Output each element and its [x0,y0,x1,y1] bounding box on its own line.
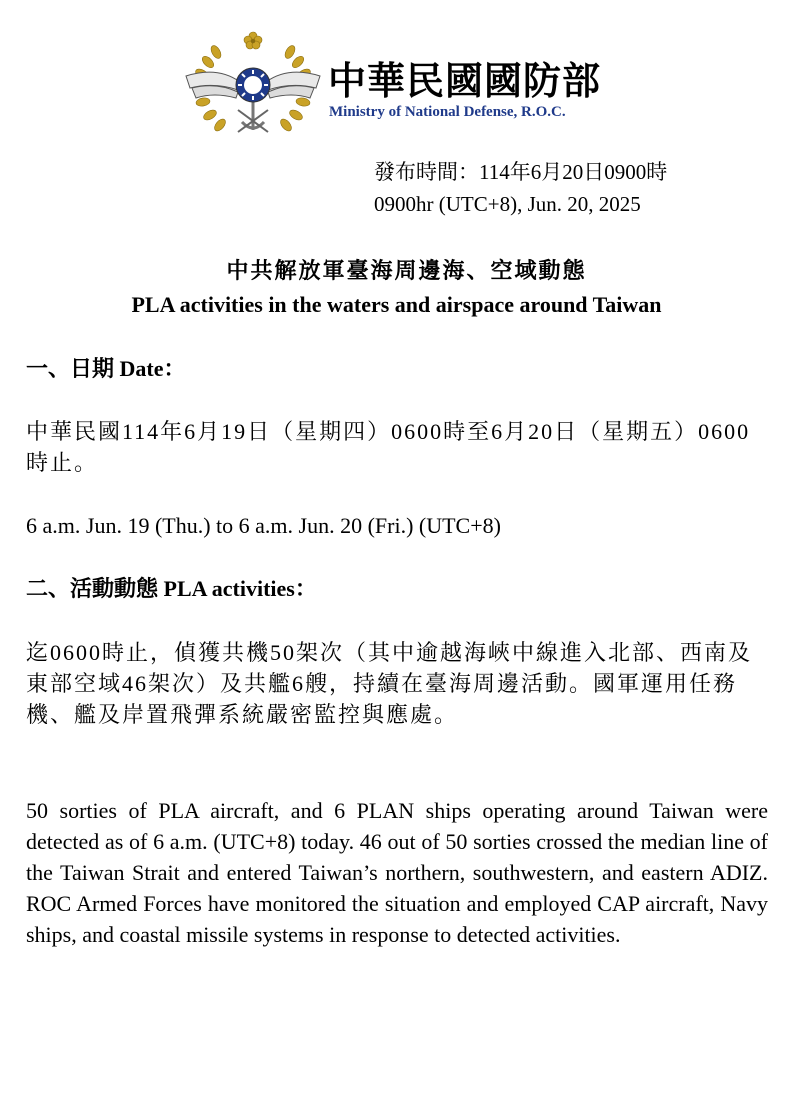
release-time [374,156,667,220]
section-date-heading: 一、日期 Date： [26,356,186,381]
title-zh: 中共解放軍臺海周邊海、空域動態 [226,258,587,283]
letterhead [178,30,638,140]
page-title [0,254,793,322]
release-time-en: 0900hr (UTC+8), Jun. 20, 2025 [374,192,641,216]
section-activities-zh: 迄0600時止，偵獲共機50架次（其中逾越海峽中線進入北部、西南及東部空域46架次）及共艦6艘，持續在臺海周邊活動。國軍運用任務機、艦及岸置飛彈系統嚴密監控與應處。 [26,640,753,727]
org-name-en: Ministry of National Defense, R.O.C. [329,104,566,120]
release-time-zh: 發布時間：114年6月20日0900時 [374,160,668,184]
ministry-emblem-icon [178,30,328,140]
title-en: PLA activities in the waters and airspace around Taiwan [131,292,662,317]
section-date-en: 6 a.m. Jun. 19 (Thu.) to 6 a.m. Jun. 20 (Fri.) (UTC+8) [26,513,501,538]
section-date-zh: 中華民國114年6月19日（星期四）0600時至6月20日（星期五）0600時止。 [26,419,751,475]
section-activities-heading: 二、活動動態 PLA activities： [26,576,317,601]
org-name-zh: 中華民國國防部 [328,59,602,103]
section-activities-en: 50 sorties of PLA aircraft, and 6 PLAN ships operating around Taiwan were detected as of 6 a.m. (UTC+8) today. 46 out of 50 sorties crossed the median line of the Taiwan Strait and entered Taiwan’s northern, southwestern, and eastern ADIZ. ROC Armed Forces have monitored the situation and employed CAP aircraft, Navy ships, and coastal missile systems in response to detected activities. [26,798,768,947]
